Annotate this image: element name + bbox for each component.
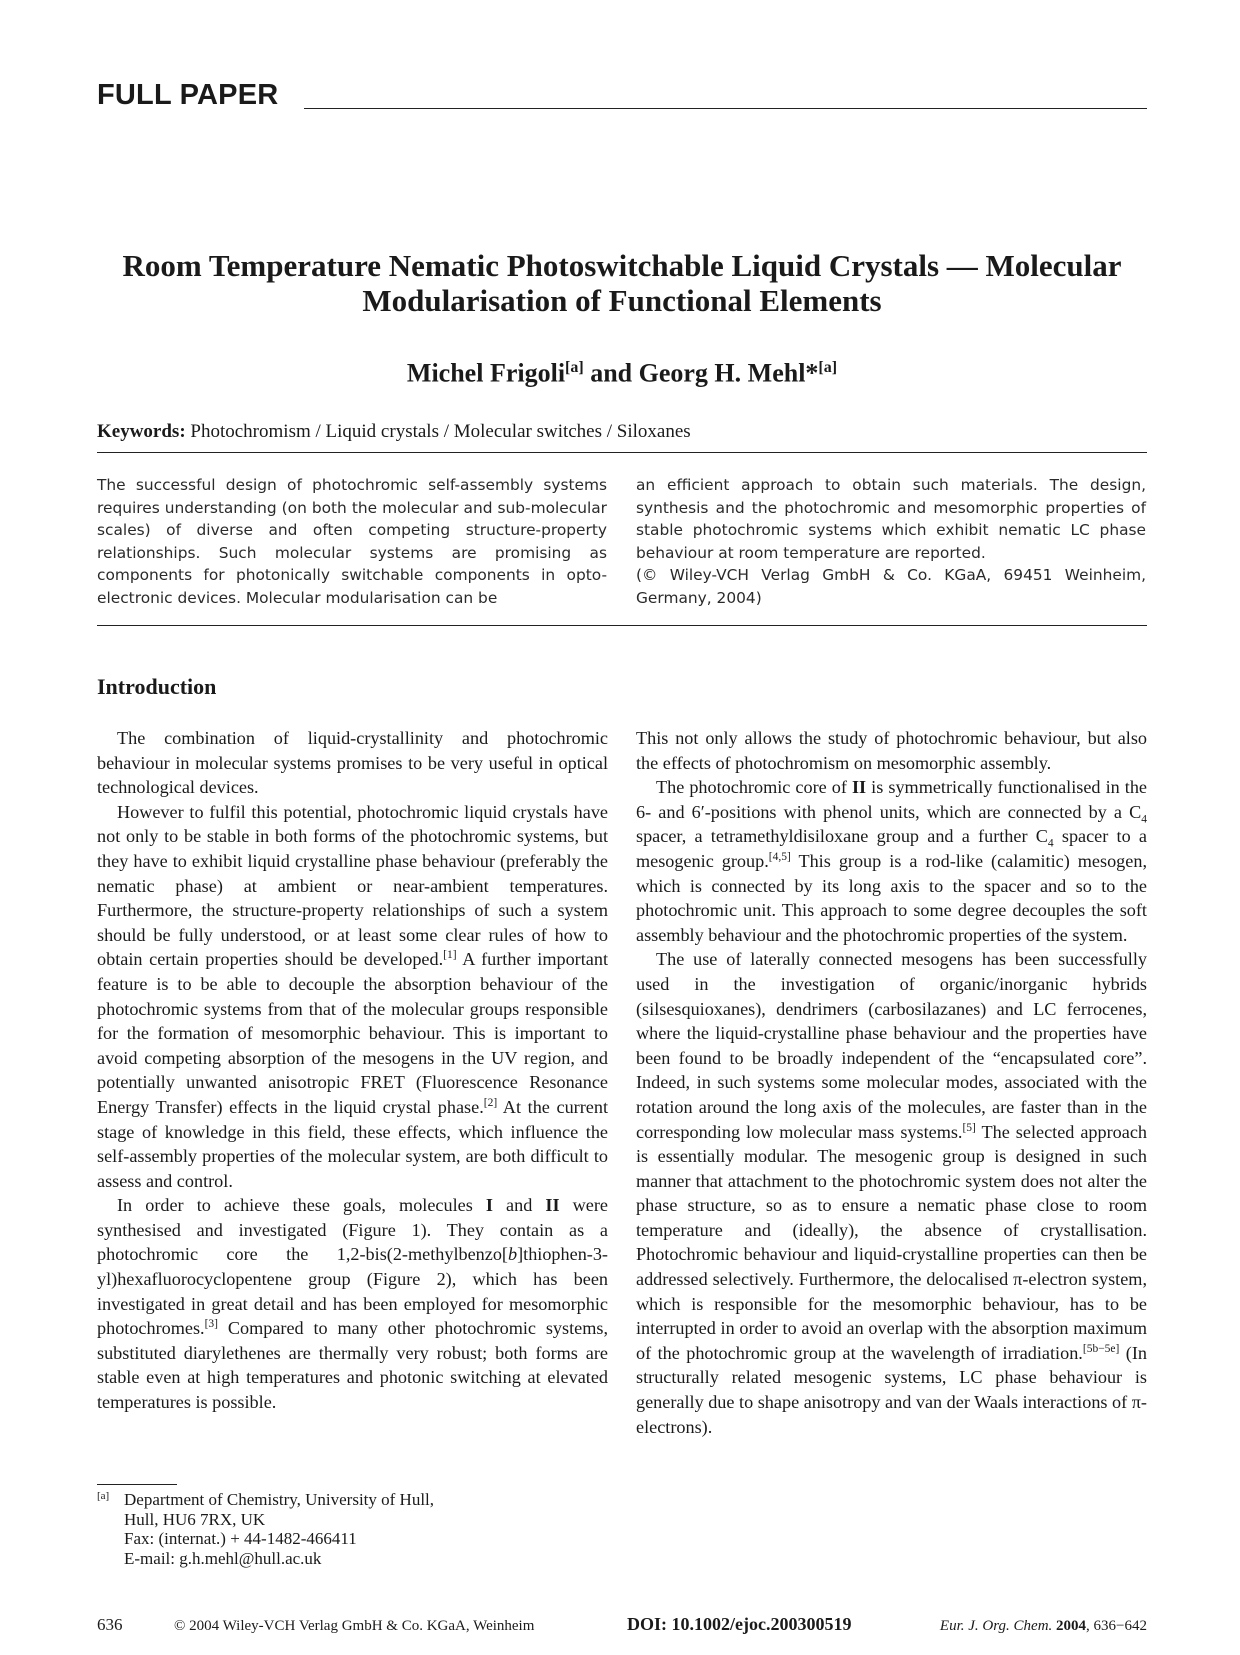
citation: [2] — [483, 1096, 498, 1109]
footnote-rule — [97, 1484, 177, 1485]
abstract-top-rule — [97, 452, 1147, 453]
subscript: 4 — [1047, 838, 1054, 851]
paragraph — [97, 1193, 608, 1414]
author-conjunction: and — [583, 358, 639, 388]
citation: [5] — [962, 1121, 976, 1134]
footnote-email: E-mail: g.h.mehl@hull.ac.uk — [124, 1548, 322, 1568]
affiliation-mark: [a] — [818, 359, 838, 376]
keywords — [97, 420, 1147, 444]
paper-page — [97, 0, 1147, 1655]
paragraph — [636, 947, 1147, 1439]
italic-text: b — [507, 1244, 518, 1265]
abstract-column-right — [636, 474, 1146, 609]
compound-label: II — [545, 1195, 560, 1216]
paragraph — [97, 800, 608, 1194]
paragraph-text: In order to achieve these goals, molecules — [117, 1195, 486, 1216]
page-header — [97, 78, 1147, 118]
paragraph-text: and — [492, 1195, 546, 1216]
paragraph-text: is symmetrically functionalised in the 6- and 6′-positions with phenol units, which are connected by a C — [636, 777, 1147, 822]
paragraph-text: A further important feature is to be able to decouple the absorption behaviour of the photochromic systems from that of the molecular groups responsible for the formation of mesomorphic behaviour. This is important to avoid competing absorption of the mesogens in the UV region, and potentially unwanted anisotropic FRET (Fluorescence Resonance Energy Transfer) effects in the liquid crystal phase. — [97, 949, 608, 1117]
subscript: 4 — [1141, 813, 1147, 826]
page-footer — [97, 1614, 1147, 1638]
body-column-right — [636, 726, 1147, 1439]
paragraph-text: The selected approach is essentially modular. The mesogenic group is designed in such manner that attachment to the photochromic system does not alter the phase structure, so as to ensure a nematic phase close to room temperature and (ideally), the absence of crystallisation. Photochromic behaviour and liquid-crystalline properties can then be addressed selectively. Furthermore, the delocalised π-electron system, which is responsible for the mesomorphic behaviour, has to be interrupted in order to avoid an overlap with the absorption maximum of the photochromic group at the wavelength of irradiation. — [636, 1121, 1147, 1363]
paragraph-text: (In structurally related mesogenic systems, LC phase behaviour is generally due to shape anisotropy and van der Waals interactions of π-electrons). — [636, 1342, 1147, 1437]
doi: DOI: 10.1002/ejoc.200300519 — [627, 1614, 852, 1634]
affiliation-mark: [a] — [565, 359, 584, 376]
footnote-line: Hull, HU6 7RX, UK — [124, 1509, 266, 1529]
header-rule — [304, 108, 1147, 109]
author-name: Michel Frigoli — [406, 358, 566, 388]
abstract-text: The successful design of photochromic self-assembly systems requires understanding (on both the molecular and sub-molecular scales) of diverse and often competing structure-property relationships. Such molecular systems are promising as components for photonically switchable components in opto-electronic devices. Molecular modularisation can be — [97, 476, 607, 607]
abstract-copyright: (© Wiley-VCH Verlag GmbH & Co. KGaA, 69451 Weinheim, Germany, 2004) — [636, 566, 1146, 607]
paragraph-text: This not only allows the study of photochromic behaviour, but also the effects of photochromism on mesomorphic assembly. — [636, 728, 1147, 773]
paragraph-text: At the current stage of knowledge in this field, these effects, which influence the self-assembly properties of the molecular system, are both difficult to assess and control. — [97, 1096, 608, 1191]
citation: [3] — [204, 1318, 219, 1331]
citation: [5b−5e] — [1082, 1342, 1120, 1355]
publisher-copyright: © 2004 Wiley-VCH Verlag GmbH & Co. KGaA, Weinheim — [174, 1618, 535, 1634]
paragraph-text: Compared to many other photochromic systems, substituted diarylethenes are thermally very robust; both forms are stable even at high temperatures and photonic switching at elevated temperatures is possible. — [97, 1318, 608, 1413]
abstract-text: an efficient approach to obtain such materials. The design, synthesis and the photochromic and mesomorphic properties of stable photochromic systems which exhibit nematic LC phase behaviour at room temperature are reported. — [636, 476, 1146, 562]
journal-name: Eur. J. Org. Chem. — [939, 1618, 1053, 1634]
paragraph-text: spacer to a mesogenic group. — [636, 826, 1147, 871]
keywords-label: Keywords: — [97, 421, 186, 442]
paragraph-text: However to fulfil this potential, photochromic liquid crystals have not only to be stable in both forms of the photochromic systems, but they have to exhibit liquid crystalline phase behaviour (preferably the nematic phase) at ambient or near-ambient temperatures. Furthermore, the structure-property relationships of such a system should be fully understood, or at least some clear rules of how to obtain certain properties should be developed. — [97, 801, 608, 970]
keywords-list: Photochromism / Liquid crystals / Molecular switches / Siloxanes — [185, 421, 691, 442]
journal-pages: , 636−642 — [1086, 1618, 1147, 1634]
paragraph-text: ]thiophen-3-yl)hexafluorocyclopentene group (Figure 2), which has been investigated in great detail and has been employed for mesomorphic photochromes. — [97, 1244, 608, 1339]
author-name: Georg H. Mehl* — [638, 358, 819, 388]
paragraph-text: The photochromic core of — [656, 777, 852, 798]
citation: [4,5] — [768, 850, 791, 863]
paragraph-text: spacer, a tetramethyldisiloxane group and a further C — [636, 826, 1048, 847]
citation: [1] — [443, 949, 457, 962]
journal-citation — [940, 1615, 1147, 1637]
abstract-column-left — [97, 474, 607, 609]
section-heading: Introduction — [97, 674, 217, 699]
footnote-line: Fax: (internat.) + 44-1482-466411 — [124, 1529, 357, 1548]
journal-year: 2004 — [1056, 1618, 1087, 1634]
paragraph — [636, 775, 1147, 947]
article-type-label: FULL PAPER — [97, 79, 279, 111]
article-title: Room Temperature Nematic Photoswitchable Liquid Crystals — Molecular Modularisation of Functional Elements — [122, 248, 1122, 318]
paragraph — [97, 726, 608, 800]
footnote-mark: [a] — [97, 1490, 110, 1502]
compound-label: I — [485, 1195, 493, 1216]
author-list — [97, 353, 1147, 389]
paragraph-text: were synthesised and investigated (Figure 1). They contain as a photochromic core the 1,2-bis(2-methylbenzo[ — [97, 1195, 609, 1265]
footnote-line: Department of Chemistry, University of Hull, — [124, 1490, 435, 1509]
page-number: 636 — [97, 1615, 123, 1634]
paragraph-text: This group is a rod-like (calamitic) mesogen, which is connected by its long axis to the spacer and so to the photochromic unit. This approach to some degree decouples the soft assembly behaviour and the photochromic properties of the system. — [636, 850, 1147, 945]
paragraph-text: The use of laterally connected mesogens has been successfully used in the investigation of organic/inorganic hybrids (silsesquioxanes), dendrimers (carbosilazanes) and LC ferrocenes, where the liquid-crystalline phase behaviour and the properties have been found to be broadly independent of the “encapsulated core”. Indeed, in such systems some molecular modes, associated with the rotation around the long axis of the molecules, are faster than in the corresponding low molecular mass systems. — [636, 949, 1147, 1142]
paragraph-text: The combination of liquid-crystallinity and photochromic behaviour in molecular systems promises to be very useful in optical technological devices. — [97, 728, 608, 798]
paragraph — [636, 726, 1147, 775]
body-column-left — [97, 726, 608, 1415]
abstract-bottom-rule — [97, 625, 1147, 626]
compound-label: II — [851, 777, 867, 798]
